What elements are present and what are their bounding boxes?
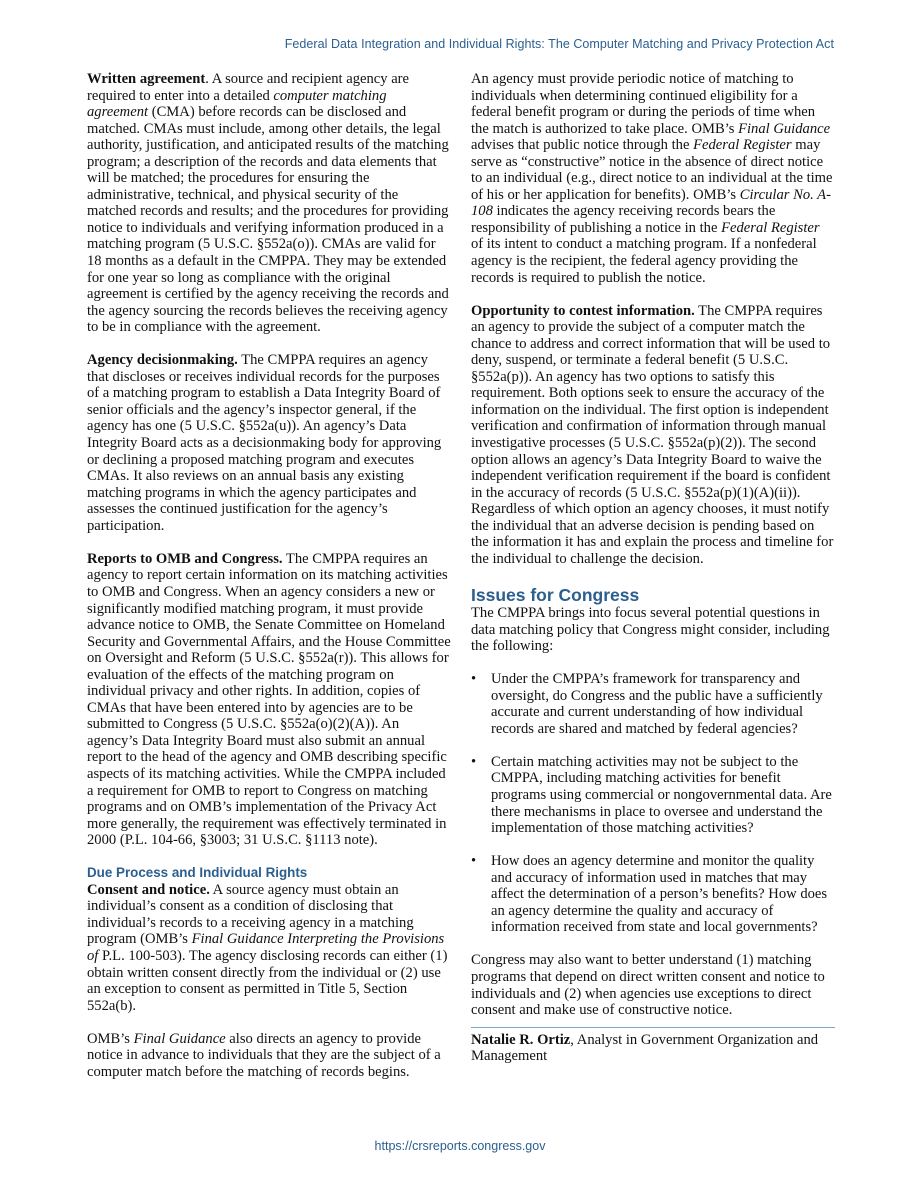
written-agreement-heading: Written agreement bbox=[87, 71, 206, 87]
text-run: P.L. 100-503). The agency disclosing records can either (1) obtain written consent directly from the individual or (2) use an exception to consent as permitted in Title 5, Section 552a(b). bbox=[87, 947, 448, 1014]
reports-heading: Reports to OMB and Congress. bbox=[87, 550, 283, 567]
text-run: indicates the agency receiving records bears the responsibility of publishing a notice in the bbox=[471, 203, 776, 236]
running-header: Federal Data Integration and Individual Rights: The Computer Matching and Privacy Protection Act bbox=[284, 37, 834, 51]
text-run: The CMPPA requires an agency to provide the subject of a computer match the chance to address and correct information that will be used to deny, suspend, or terminate a federal benefit (5 U.S.C. §552a(p)). An agency has two options to satisfy this requirement. Both options seek to ensure the accuracy of the information on the individual. The first option is independent verification and confirmation of information through manual investigative processes (5 U.S.C. §552a(p)(2)). The second option allows an agency’s Data Integrity Board to waive the independent verification requirement if the board is confident in the accuracy of records (5 U.S.C. §552a(p)(1)(A)(ii)). Regardless of which option an agency chooses, it must notify the individual that an adverse decision is pending based on the information it has and explain the process and timeline for the individual to challenge the decision. bbox=[471, 302, 834, 567]
contest-heading: Opportunity to contest information. bbox=[471, 302, 695, 319]
text-run: advises that public notice through the bbox=[471, 137, 694, 154]
federal-register-title: Federal Register bbox=[693, 137, 792, 154]
issues-intro: The CMPPA brings into focus several potential questions in data matching policy that Congress might consider, including the following: bbox=[471, 604, 830, 655]
final-guidance-title: Final Guidance bbox=[738, 120, 831, 137]
list-item bbox=[471, 671, 835, 737]
agency-decisionmaking-paragraph bbox=[87, 352, 451, 534]
author-name: Natalie R. Ortiz bbox=[471, 1031, 571, 1048]
federal-register-title: Federal Register bbox=[721, 219, 820, 236]
final-guidance-title: Final Guidance bbox=[133, 1030, 226, 1047]
periodic-notice-paragraph bbox=[471, 71, 835, 286]
right-column bbox=[471, 71, 835, 1081]
consent-heading: Consent and notice. bbox=[87, 881, 210, 898]
text-run: (CMA) before records can be disclosed and matched. CMAs must include, among other details, the legal authority, justification, and anticipated results of the matching program; a description of the records and data elements that will be matched; the procedures for ensuring the administrative, technical, and physical security of the matched records and results; and the procedures for providing notice to individuals and verifying information produced in a matching program (5 U.S.C. §552a(o)). CMAs are valid for 18 months as a default in the CMPPA. They may be extended for one year so long as compliance with the original agreement is certified by the agency receiving the records and the agency sourcing the records believes the receiving agency to be in compliance with the agreement. bbox=[87, 104, 449, 336]
list-item bbox=[471, 853, 835, 936]
author-line bbox=[471, 1032, 835, 1065]
author-divider bbox=[471, 1027, 835, 1028]
bullet-text: Under the CMPPA’s framework for transparency and oversight, do Congress and the public have a sufficiently accurate and current understanding of how individual records are shared and matched by federal agencies? bbox=[491, 671, 823, 737]
omb-guidance-paragraph bbox=[87, 1031, 451, 1081]
reports-paragraph bbox=[87, 551, 451, 849]
bullet-icon: • bbox=[471, 671, 477, 688]
author-title: , Analyst in Government Organization and Management bbox=[471, 1031, 819, 1065]
due-process-heading: Due Process and Individual Rights bbox=[87, 865, 308, 881]
text-run: may serve as “constructive” notice in the absence of direct notice to an individual (e.g., direct notice to an individual at the time of his or her application for benefits). OMB’s bbox=[471, 137, 833, 203]
bullet-text: How does an agency determine and monitor the quality and accuracy of information used in matches that may affect the determination of a person’s benefits? How does an agency determine the quality and accuracy of information received from state and local governments? bbox=[491, 853, 828, 936]
agency-decisionmaking-heading: Agency decisionmaking. bbox=[87, 352, 238, 369]
final-guidance-title: Final Guidance Interpreting the Provisions of bbox=[87, 931, 445, 964]
issues-heading: Issues for Congress bbox=[471, 584, 640, 605]
text-run: The CMPPA requires an agency that discloses or receives individual records for the purposes of a matching program to establish a Data Integrity Board of senior officials and the agency’s inspector general, if the agency has one (5 U.S.C. §552a(u)). An agency’s Data Integrity Board acts as a decisionmaking body for approving or declining a proposed matching program and executes CMAs. It also reviews on an annual basis any existing matching programs in which the agency participates and assesses the continued justification for the agency’s participation. bbox=[87, 352, 442, 534]
contest-paragraph bbox=[471, 303, 835, 568]
issues-list bbox=[471, 671, 835, 936]
text-run: . A source and recipient agency are required to enter into a detailed bbox=[87, 71, 410, 104]
footer-url[interactable]: https://crsreports.congress.gov bbox=[374, 1139, 546, 1153]
list-item bbox=[471, 754, 835, 837]
bullet-icon: • bbox=[471, 753, 477, 770]
text-run: An agency must provide periodic notice of matching to individuals when determining continued eligibility for a federal benefit program or during the periods of time when the match is authorized to take place. OMB’s bbox=[471, 71, 816, 137]
left-column bbox=[87, 71, 451, 1097]
closing-paragraph: Congress may also want to better understand (1) matching programs that depend on direct written consent and notice to individuals and (2) when agencies use exceptions to direct consent and make use of constructive notice. bbox=[471, 952, 825, 1019]
bullet-text: Certain matching activities may not be subject to the CMPPA, including matching activities for benefit programs using commercial or nongovernmental data. Are there mechanisms in place to oversee and understand the implementation of those matching activities? bbox=[491, 753, 832, 837]
circular-title: Circular No. A-108 bbox=[471, 186, 831, 220]
cma-term: computer matching agreement bbox=[87, 87, 387, 121]
bullet-icon: • bbox=[471, 853, 477, 870]
text-run: also directs an agency to provide notice in advance to individuals that they are the subject of a computer match before the matching of records begins. bbox=[87, 1030, 441, 1080]
text-run: The CMPPA requires an agency to report certain information on its matching activities to OMB and Congress. When an agency considers a new or significantly modified matching program, it must provide advance notice to OMB, the Senate Committee on Homeland Security and Governmental Affairs, and the House Committee on Oversight and Reform (5 U.S.C. §552a(r)). This allows for evaluation of the effects of the matching program on individual privacy and other rights. In addition, copies of CMAs that have been entered into by agencies are to be submitted to Congress (5 U.S.C. §552a(o)(2)(A)). An agency’s Data Integrity Board must also submit an annual report to the head of the agency and OMB describing specific aspects of its matching activities. While the CMPPA included a requirement for OMB to report to Congress on matching programs and on OMB’s implementation of the Privacy Act more generally, the requirement was effectively terminated in 2000 (P.L. 104-66, §3003; 31 U.S.C. §1113 note). bbox=[87, 550, 451, 849]
text-run: A source agency must obtain an individual’s consent as a condition of disclosing that individual’s records to a receiving agency in a matching program (OMB’s bbox=[87, 881, 414, 948]
text-run: OMB’s bbox=[87, 1030, 134, 1047]
written-agreement-paragraph bbox=[87, 71, 451, 336]
consent-paragraph bbox=[87, 882, 451, 1014]
text-run: of its intent to conduct a matching program. If a nonfederal agency is the recipient, the federal agency providing the records is required to publish the notice. bbox=[471, 236, 817, 286]
